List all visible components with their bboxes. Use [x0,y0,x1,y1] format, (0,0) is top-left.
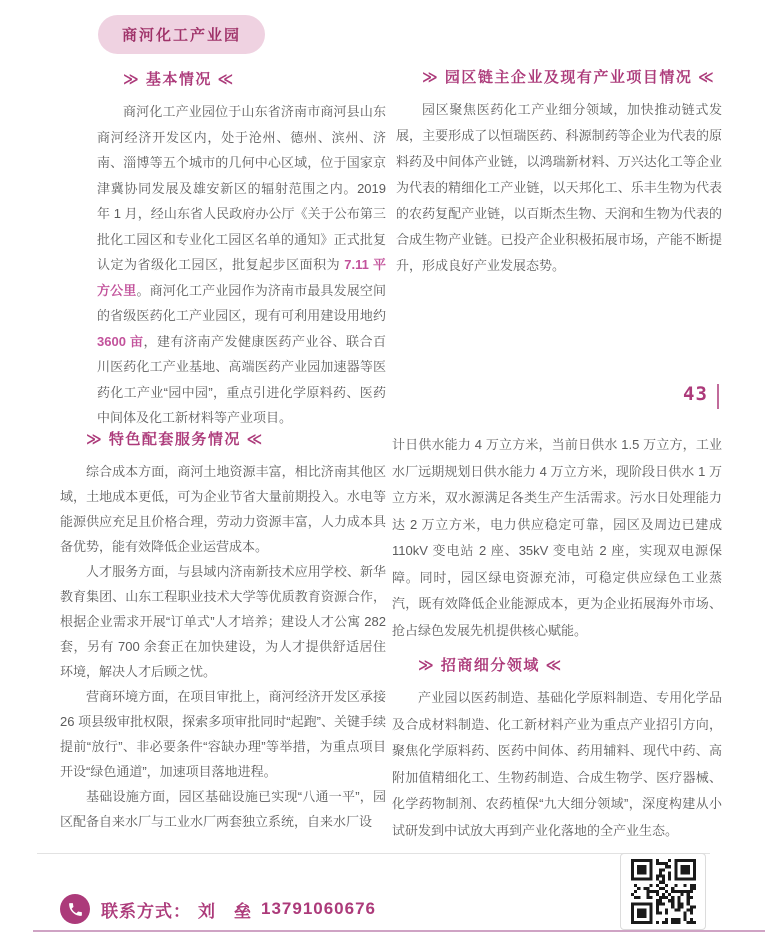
section-chain-enterprises [396,68,722,279]
infra-continuation-body: 计日供水能力 4 万立方米，当前日供水 1.5 万立方，工业水厂远期规划日供水能力 4 万立方米，现阶段日供水 1 万立方米，双水源满足各类生产生活需求。污水日处理能力达 2 万立方米，电力供应稳定可靠，园区及周边已建成 110kV 变电站 2 座、35kV 变电站 2 座，实现双电源保障。同时，园区绿电资源充沛，可稳定供应绿色工业蒸汽，既有效降低企业能源成本，更为企业拓展海外市场、抢占绿色发展先机提供核心赋能。 [392,437,722,638]
contact-phone: 13791060676 [261,899,377,918]
footer-divider [37,853,710,854]
park-title-badge: 商河化工产业园 [98,15,265,54]
section-right-lower [392,432,722,844]
section-chain-body: 园区聚焦医药化工产业细分领域，加快推动链式发展，主要形成了以恒瑞医药、科源制药等企业为代表的原料药及中间体产业链，以鸿瑞新材料、万兴达化工等企业为代表的精细化工产业链，以天邦化工、乐丰生物为代表的农药复配产业链，以百斯杰生物、天润和生物为代表的合成生物产业链。已投产企业积极拓展市场，产能不断提升，形成良好产业发展态势。 [396,102,722,273]
section-investment-heading: ≫ 招商细分领域 ≪ [418,657,563,674]
phone-icon [60,894,90,924]
section-basic-heading: ≫ 基本情况 ≪ [123,71,235,88]
features-paragraph-infra: 基础设施方面，园区基础设施已实现“八通一平”，园区配备自来水厂与工业水厂两套独立系统，自来水厂设 [60,789,386,829]
basic-highlight-land: 3600 亩 [97,333,144,349]
bottom-accent-line [33,930,765,932]
features-paragraph-cost: 综合成本方面，商河土地资源丰富，相比济南其他区域，土地成本更低，可为企业节省大量前期投入。水电等能源供应充足且价格合理，劳动力资源丰富，人力成本具备优势，能有效降低企业运营成本。 [60,464,386,554]
qr-code [620,853,706,930]
section-basic-body [97,99,386,431]
section-chain-heading: ≫ 园区链主企业及现有产业项目情况 ≪ [422,69,716,86]
section-features-heading: ≫ 特色配套服务情况 ≪ [86,431,264,448]
basic-highlight-area: 7.11 平方公里 [97,257,386,298]
basic-text-1: 商河化工产业园位于山东省济南市商河县山东商河经济开发区内，处于沧州、德州、滨州、济南、淄博等五个城市的几何中心区域，位于国家京津冀协同发展及雄安新区的辐射范围之内。2019 年 1 月，经山东省人民政府办公厅《关于公布第三批化工园区和专业化工园区名单的通知》正式批复认定为省级化工园区，批复起步区面积为 [97,104,386,272]
contact-name: 刘 垒 [198,901,252,921]
page-number-marker [717,384,719,409]
basic-text-2: 。商河化工产业园作为济南市最具发展空间的省级医药化工产业园区，现有可利用建设用地约 [97,282,386,323]
section-featured-services [60,430,386,834]
features-paragraph-talent: 人才服务方面，与县域内济南新技术应用学校、新华教育集团、山东工程职业技术大学等优质教育资源合作，根据企业需求开展“订单式”人才培养；建设人才公寓 282 套，另有 700 余套正在加快建设，为人才提供舒适居住环境，解决人才后顾之忧。 [60,564,386,679]
contact-label: 联系方式： [101,901,191,921]
contact-info [60,894,376,924]
page-number: 43 [683,383,708,405]
section-investment-body: 产业园以医药制造、基础化学原料制造、专用化学品及合成材料制造、化工新材料产业为重点产业招引方向，聚焦化学原料药、医药中间体、药用辅料、现代中药、高附加值精细化工、生物药制造、合成生物学、医疗器械、化学药物制剂、农药植保“九大细分领域”，深度构建从小试研发到中试放大再到产业化落地的全产业生态。 [392,690,722,838]
features-paragraph-business: 营商环境方面，在项目审批上，商河经济开发区承接 26 项县级审批权限，探索多项审批同时“起跑”、关键手续提前“放行”、非必要条件“容缺办理”等举措，为重点项目开设“绿色通道”，加速项目落地进程。 [60,689,386,779]
basic-text-3: ，建有济南产发健康医药产业谷、联合百川医药化工产业基地、高端医药产业园加速器等医药化工产业“园中园”，重点引进化学原料药、医药中间体及化工新材料等产业项目。 [97,333,386,425]
section-basic-info [97,70,386,431]
